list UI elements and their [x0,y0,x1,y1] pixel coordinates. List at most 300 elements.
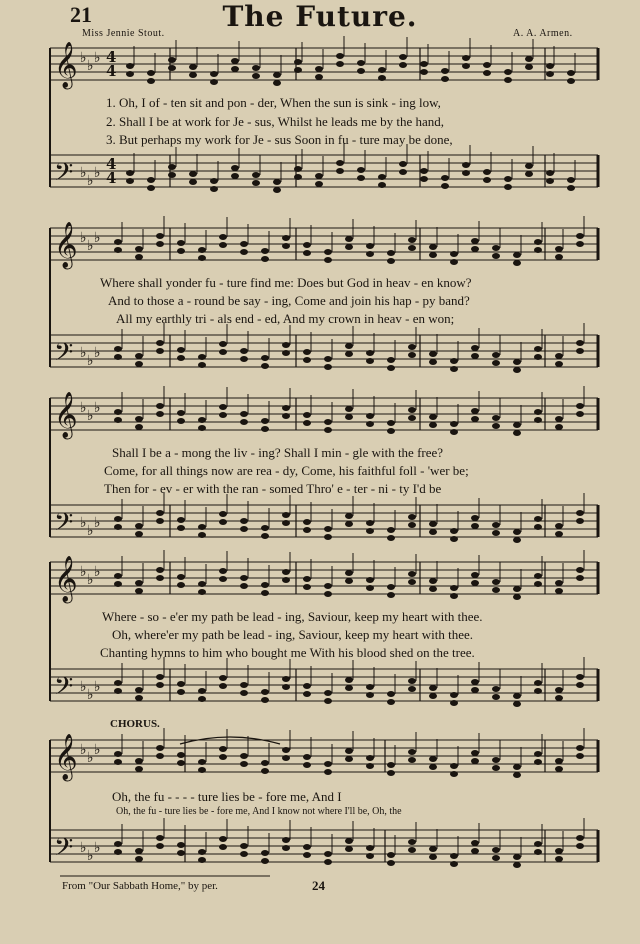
note-head [492,522,500,528]
note-head [366,350,374,356]
source-note: From "Our Sabbath Home," by per. [62,880,218,892]
note-head [303,852,311,858]
note-head [567,70,575,76]
note-head [324,419,332,425]
note-head [492,694,500,700]
note-head [324,583,332,589]
note-head [408,749,416,755]
note-head [345,406,353,412]
note-head [408,678,416,684]
note-head [303,357,311,363]
note-head [513,359,521,365]
note-head [534,751,542,757]
note-head [471,523,479,529]
note-head [219,242,227,248]
note-head [114,680,122,686]
note-head [282,413,290,419]
note-head [408,415,416,421]
note-head [168,172,176,178]
note-head [576,745,584,751]
note-head [345,414,353,420]
note-head [261,697,269,703]
lyric-line: Oh, where'er my path be lead - ing, Saviour, keep my heart with thee. [112,627,474,642]
note-head [471,246,479,252]
note-head [219,349,227,355]
note-head [198,696,206,702]
note-head [177,850,185,856]
note-head [177,574,185,580]
note-head [345,685,353,691]
note-head [429,578,437,584]
note-head [450,763,458,769]
flat-sign: ♭ [94,345,101,361]
note-head [303,519,311,525]
note-head [240,419,248,425]
chorus-lyric-treble: Oh, the fu - - - - ture lies be - fore me, And I [112,789,342,804]
note-head [282,350,290,356]
note-head [324,526,332,532]
note-head [387,420,395,426]
note-head [450,421,458,427]
note-head [366,520,374,526]
note-head [303,683,311,689]
note-head [324,591,332,597]
note-head [135,687,143,693]
note-head [513,430,521,436]
note-head [114,417,122,423]
treble-clef: 𝄞 [54,556,78,602]
note-head [240,526,248,532]
note-head [114,239,122,245]
note-head [366,763,374,769]
note-head [168,164,176,170]
note-head [534,354,542,360]
note-head [555,361,563,367]
note-head [513,586,521,592]
lyric-line: Shall I be a - mong the liv - ing? Shall I min - gle with the free? [112,445,444,460]
flat-sign: ♭ [80,679,87,695]
flat-sign: ♭ [80,345,87,361]
note-head [576,674,584,680]
note-head [387,860,395,866]
note-head [135,766,143,772]
flat-sign: ♭ [80,564,87,580]
note-head [366,692,374,698]
flat-sign: ♭ [80,165,87,181]
note-head [576,340,584,346]
note-head [534,680,542,686]
note-head [261,533,269,539]
note-head [513,862,521,868]
bass-clef: 𝄢 [54,833,74,868]
note-head [282,235,290,241]
flat-sign: ♭ [87,572,94,588]
note-head [399,161,407,167]
note-head [156,753,164,759]
note-head [483,70,491,76]
note-head [177,752,185,758]
note-head [261,355,269,361]
note-head [198,354,206,360]
note-head [429,521,437,527]
time-signature: 4 [106,169,117,187]
note-head [408,514,416,520]
note-head [492,530,500,536]
note-head [408,757,416,763]
note-head [420,69,428,75]
note-head [282,520,290,526]
note-head [219,576,227,582]
note-head [324,769,332,775]
note-head [555,531,563,537]
note-head [555,424,563,430]
note-head [555,580,563,586]
note-head [198,589,206,595]
note-head [261,426,269,432]
note-head [513,772,521,778]
note-head [198,417,206,423]
note-head [114,688,122,694]
note-head [210,186,218,192]
note-head [273,187,281,193]
note-head [387,699,395,705]
note-head [135,695,143,701]
note-head [450,585,458,591]
note-head [429,685,437,691]
note-head [471,238,479,244]
note-head [387,762,395,768]
lyric-line: Then for - ev - er with the ran - somed Thro' e - ter - ni - ty I'd be [104,481,442,496]
note-head [189,72,197,78]
note-head [387,250,395,256]
note-head [471,345,479,351]
note-head [168,57,176,63]
hymn-number: 21 [70,2,92,27]
note-head [378,174,386,180]
note-head [450,429,458,435]
note-head [471,687,479,693]
note-head [303,691,311,697]
note-head [513,252,521,258]
note-head [378,75,386,81]
note-head [534,516,542,522]
note-head [114,581,122,587]
flat-sign: ♭ [80,515,87,531]
note-head [420,61,428,67]
note-head [135,588,143,594]
note-head [156,233,164,239]
note-head [441,183,449,189]
note-head [261,768,269,774]
note-head [378,67,386,73]
note-head [576,567,584,573]
note-head [240,761,248,767]
bass-clef: 𝄢 [54,158,74,193]
note-head [156,682,164,688]
note-head [240,356,248,362]
note-head [261,582,269,588]
note-head [282,837,290,843]
time-signature: 4 [106,155,117,173]
note-head [189,179,197,185]
note-head [168,65,176,71]
note-head [399,169,407,175]
note-head [177,410,185,416]
note-head [345,513,353,519]
note-head [429,854,437,860]
note-head [135,580,143,586]
note-head [156,518,164,524]
note-head [273,80,281,86]
note-head [198,849,206,855]
note-head [114,247,122,253]
note-head [450,593,458,599]
note-head [345,748,353,754]
note-head [546,63,554,69]
note-head [135,523,143,529]
flat-sign: ♭ [80,400,87,416]
note-head [492,587,500,593]
lyricist-credit: Miss Jennie Stout. [82,28,165,39]
note-head [534,346,542,352]
note-head [336,53,344,59]
note-head [366,243,374,249]
lyric-line: Where - so - e'er my path be lead - ing, Saviour, keep my heart with thee. [102,609,483,624]
note-head [408,245,416,251]
note-head [324,534,332,540]
note-head [408,407,416,413]
note-head [198,524,206,530]
note-head [240,411,248,417]
lyric-line: 2. Shall I be at work for Je - sus, Whilst he leads me by the hand, [106,114,445,129]
note-head [261,418,269,424]
note-head [282,569,290,575]
note-head [156,241,164,247]
note-head [261,248,269,254]
time-signature: 4 [106,62,117,80]
lyric-line: Where shall yonder fu - ture find me: Does but God in heav - en know? [100,275,472,290]
flat-sign: ♭ [87,848,94,864]
note-head [576,843,584,849]
note-head [294,67,302,73]
note-head [324,257,332,263]
note-head [252,65,260,71]
note-head [303,527,311,533]
note-head [471,572,479,578]
hymn-title: The Future. [222,0,418,33]
note-head [366,755,374,761]
note-head [450,528,458,534]
note-head [513,701,521,707]
note-head [261,525,269,531]
lyric-line: Chanting hymns to him who bought me With his blood shed on the tree. [100,645,475,660]
note-head [534,688,542,694]
note-head [429,586,437,592]
note-head [177,525,185,531]
note-head [546,178,554,184]
note-head [261,590,269,596]
note-head [135,758,143,764]
note-head [303,242,311,248]
note-head [462,162,470,168]
note-head [387,852,395,858]
note-head [177,842,185,848]
note-head [492,686,500,692]
note-head [492,757,500,763]
note-head [114,354,122,360]
note-head [576,403,584,409]
flat-sign: ♭ [94,165,101,181]
note-head [555,856,563,862]
note-head [492,245,500,251]
note-head [156,340,164,346]
note-head [450,366,458,372]
note-head [408,237,416,243]
note-head [315,74,323,80]
note-head [546,71,554,77]
note-head [576,510,584,516]
note-head [261,760,269,766]
flat-sign: ♭ [94,400,101,416]
flat-sign: ♭ [80,742,87,758]
note-head [252,172,260,178]
treble-clef: 𝄞 [54,734,78,780]
note-head [231,173,239,179]
note-head [345,244,353,250]
note-head [576,575,584,581]
flat-sign: ♭ [87,353,94,369]
lyric-line: 3. But perhaps my work for Je - sus Soon in fu - ture may be done, [106,132,453,147]
note-head [114,516,122,522]
note-head [240,575,248,581]
note-head [387,535,395,541]
flat-sign: ♭ [87,408,94,424]
note-head [147,78,155,84]
note-head [240,843,248,849]
note-head [462,170,470,176]
note-head [576,233,584,239]
note-head [219,754,227,760]
note-head [147,177,155,183]
note-head [219,511,227,517]
note-head [198,532,206,538]
note-head [450,700,458,706]
note-head [471,848,479,854]
note-head [198,425,206,431]
note-head [219,404,227,410]
flat-sign: ♭ [94,564,101,580]
note-head [114,573,122,579]
note-head [324,698,332,704]
note-head [135,246,143,252]
note-head [555,766,563,772]
note-head [408,352,416,358]
note-head [450,861,458,867]
note-head [231,58,239,64]
note-head [576,241,584,247]
note-head [387,428,395,434]
note-head [219,341,227,347]
note-head [534,849,542,855]
note-head [450,259,458,265]
note-head [303,412,311,418]
note-head [576,518,584,524]
note-head [240,682,248,688]
note-head [492,253,500,259]
note-head [156,567,164,573]
note-head [156,843,164,849]
note-head [534,247,542,253]
note-head [282,747,290,753]
note-head [198,759,206,765]
note-head [126,71,134,77]
note-head [198,857,206,863]
note-head [324,427,332,433]
note-head [555,695,563,701]
note-head [303,576,311,582]
note-head [429,414,437,420]
note-head [156,835,164,841]
note-head [315,66,323,72]
note-head [525,171,533,177]
note-head [345,578,353,584]
note-head [420,176,428,182]
note-head [261,858,269,864]
note-head [555,353,563,359]
note-head [345,351,353,357]
note-head [126,170,134,176]
flat-sign: ♭ [94,679,101,695]
note-head [240,241,248,247]
note-head [471,679,479,685]
note-head [513,529,521,535]
note-head [471,758,479,764]
note-head [555,588,563,594]
note-head [513,854,521,860]
note-head [324,356,332,362]
lyric-line: All my earthly tri - als end - ed, And my crown in heav - en won; [116,311,455,326]
note-head [366,585,374,591]
note-head [525,64,533,70]
note-head [210,79,218,85]
note-head [366,251,374,257]
flat-sign: ♭ [94,742,101,758]
note-head [282,684,290,690]
note-head [420,168,428,174]
note-head [357,60,365,66]
note-head [513,537,521,543]
note-head [303,844,311,850]
note-head [567,177,575,183]
note-head [441,76,449,82]
note-head [177,355,185,361]
note-head [156,403,164,409]
note-head [261,363,269,369]
flat-sign: ♭ [87,238,94,254]
note-head [261,850,269,856]
note-head [219,836,227,842]
note-head [429,422,437,428]
note-head [282,405,290,411]
note-head [303,420,311,426]
note-head [114,346,122,352]
note-head [282,243,290,249]
note-head [492,847,500,853]
note-head [315,173,323,179]
note-head [210,178,218,184]
note-head [282,755,290,761]
flat-sign: ♭ [80,50,87,66]
